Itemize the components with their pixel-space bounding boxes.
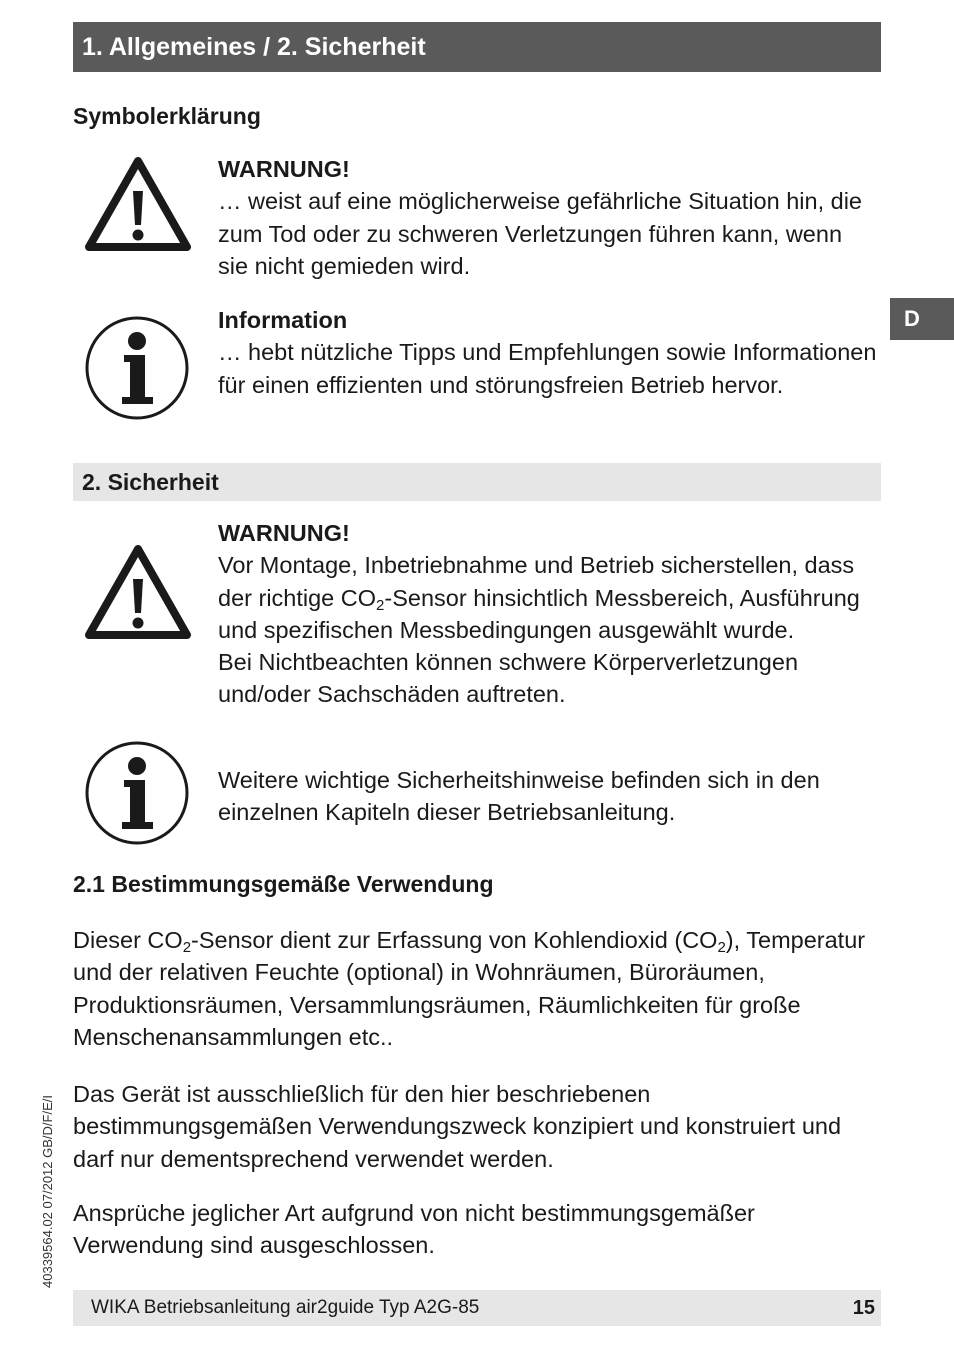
warning-icon <box>84 543 192 641</box>
document-code: 40339564.02 07/2012 GB/D/F/E/I <box>40 1095 55 1288</box>
intended-use-heading: 2.1 Bestimmungsgemäße Verwendung <box>73 871 494 897</box>
information-description: … hebt nützliche Tipps und Empfehlungen sowie Informationen für einen effizienten und störungsfreien Betrieb hervor. <box>218 339 877 398</box>
safety-info-block <box>218 764 878 829</box>
safety-warning-block <box>218 517 878 711</box>
safety-warning-consequence: Bei Nichtbeachten können schwere Körperverletzungen und/oder Sachschäden auftreten. <box>218 649 799 708</box>
info-icon <box>84 740 190 846</box>
warning-description: … weist auf eine möglicherweise gefährliche Situation hin, die zum Tod oder zu schweren Verletzungen führen kann, wenn sie nicht gemieden wird. <box>218 188 862 279</box>
footer-title: WIKA Betriebsanleitung air2guide Typ A2G-85 <box>91 1297 480 1318</box>
warning-title: WARNUNG! <box>218 156 350 182</box>
safety-warning-title: WARNUNG! <box>218 520 350 546</box>
safety-section-heading: 2. Sicherheit <box>73 463 881 501</box>
symbol-info-block <box>218 304 878 401</box>
intended-use-paragraph-1: Dieser $CO_2$-Sensor dient zur Erfassung von Kohlendioxid $(CO_2)$, Temperatur und der relativen Feuchte (optional) in Wohnräumen, Büroräumen, Produktionsräumen, Versammlungsräumen, Räumlichkeiten für große Menschenansammlungen etc.. <box>73 927 866 1050</box>
page-footer <box>73 1290 881 1326</box>
page-number: 15 <box>852 1297 875 1319</box>
symbol-explanation-heading: Symbolerklärung <box>73 103 261 129</box>
intended-use-paragraph-3: Ansprüche jeglicher Art aufgrund von nicht bestimmungsgemäßer Verwendung sind ausgeschlossen. <box>73 1200 755 1259</box>
safety-warning-text: Vor Montage, Inbetriebnahme und Betrieb sicherstellen, dass der richtige $CO_2$-Sensor hinsichtlich Messbereich, Ausführung und spezifischen Messbedingungen ausgewählt wurde. <box>218 552 860 643</box>
information-title: Information <box>218 307 348 333</box>
safety-info-text: Weitere wichtige Sicherheitshinweise befinden sich in den einzelnen Kapiteln dieser Betriebsanleitung. <box>218 767 820 826</box>
warning-icon <box>84 155 192 253</box>
language-tab: D <box>890 298 954 340</box>
intended-use-paragraph-2: Das Gerät ist ausschließlich für den hier beschriebenen bestimmungsgemäßen Verwendungszweck konzipiert und konstruiert und darf nur dementsprechend verwendet werden. <box>73 1081 842 1172</box>
page-header: 1. Allgemeines / 2. Sicherheit <box>73 22 881 72</box>
info-icon <box>84 315 190 421</box>
symbol-warning-block <box>218 153 878 282</box>
